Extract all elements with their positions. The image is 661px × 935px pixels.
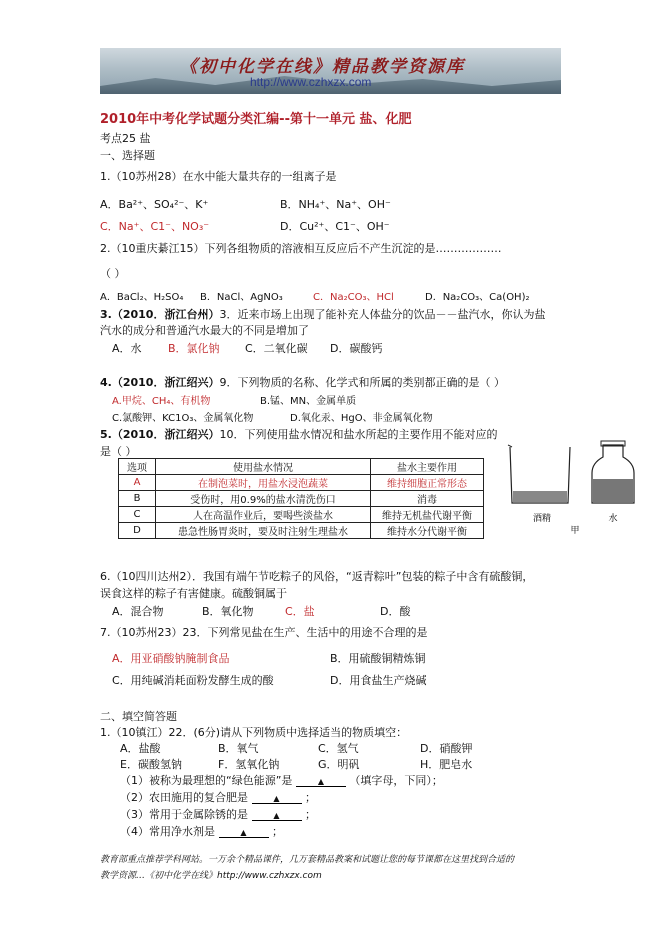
- q2-option-b: B．NaCl、AgNO₃: [200, 292, 283, 303]
- q3-option-d: D．碳酸钙: [330, 342, 383, 355]
- answer-blank[interactable]: ▲: [252, 811, 302, 821]
- f1-line1: （1）被称为最理想的“绿色能源”是: [120, 774, 293, 787]
- q2-option-d: D．Na₂CO₃、Ca(OH)₂: [425, 292, 530, 303]
- f1-opt: G．明矾: [318, 758, 360, 771]
- q6-stem: 6.（10四川达州2）．我国有端午节吃粽子的风俗，“返青粽叶”包装的粽子中含有硫酸铜，: [100, 570, 534, 583]
- q5-source: 5.（2010．浙江绍兴）: [100, 428, 220, 441]
- q7-option-a: A．用亚硝酸钠腌制食品: [112, 652, 230, 665]
- q7-option-d: D．用食盐生产烧碱: [330, 674, 427, 687]
- f1-line4: （4）常用净水剂是: [120, 825, 215, 838]
- table-cell: 在制泡菜时，用盐水浸泡蔬菜: [156, 475, 371, 491]
- f1-line3: （3）常用于金属除锈的是: [120, 808, 248, 821]
- bottle-icon: [592, 441, 634, 503]
- f1-opt: B．氧气: [218, 742, 259, 755]
- q2-paren: （ ）: [100, 267, 126, 280]
- semicolon: ；: [305, 791, 316, 804]
- q4-option-c: C.氯酸钾、KC1O₃、金属氧化物: [112, 413, 254, 424]
- q4-option-a: A.甲烷、CH₄、有机物: [112, 396, 211, 407]
- beaker-icon: [508, 445, 570, 503]
- q6-option-b: B．氧化物: [202, 605, 254, 618]
- beaker-bottle-figure: [500, 435, 650, 535]
- q2-option-c: C．Na₂CO₃、HCl: [313, 292, 394, 303]
- q7-option-b: B．用硫酸铜精炼铜: [330, 652, 426, 665]
- banner-title: 《初中化学在线》精品教学资源库: [180, 57, 465, 77]
- table-cell: 消毒: [371, 491, 484, 507]
- answer-blank[interactable]: ▲: [252, 794, 302, 804]
- table-cell: 维持细胞正常形态: [371, 475, 484, 491]
- q3-stem-cont: 汽水的成分和普通汽水最大的不同是增加了: [100, 324, 309, 337]
- q1-stem: 1.（10苏州28）在水中能大量共存的一组离子是: [100, 170, 337, 183]
- q4-option-d: D.氧化汞、HgO、非金属氧化物: [290, 413, 433, 424]
- f1-line2: （2）农田施用的复合肥是: [120, 791, 248, 804]
- figure-label-jia: 甲: [570, 526, 580, 535]
- footer-line2: 教学资源…《初中化学在线》http://www.czhxzx.com: [100, 871, 322, 881]
- q3-source: 3.（2010．浙江台州）: [100, 308, 220, 321]
- q6-option-a: A．混合物: [112, 605, 164, 618]
- figure-label-alcohol: 酒精: [532, 514, 552, 524]
- table-cell: C: [119, 507, 156, 523]
- semicolon: ；: [272, 825, 283, 838]
- f1-opt: A．盐酸: [120, 742, 161, 755]
- q1-option-a: A．Ba²⁺、SO₄²⁻、K⁺: [100, 198, 209, 211]
- q3-option-c: C．二氧化碳: [245, 342, 308, 355]
- table-cell: B: [119, 491, 156, 507]
- q6-option-d: D．酸: [380, 605, 411, 618]
- q1-option-c: C．Na⁺、C1⁻、NO₃⁻: [100, 220, 210, 233]
- answer-blank[interactable]: ▲: [296, 777, 346, 787]
- table-cell: D: [119, 523, 156, 539]
- q2-option-a: A．BaCl₂、H₂SO₄: [100, 292, 184, 303]
- q6-stem-cont: 误食这样的粽子有害健康。硫酸铜属于: [100, 587, 287, 600]
- q5-table: [118, 458, 484, 539]
- q6-option-c: C．盐: [285, 605, 315, 618]
- table-cell: 人在高温作业后，要喝些淡盐水: [156, 507, 371, 523]
- q1-option-d: D．Cu²⁺、C1⁻、OH⁻: [280, 220, 390, 233]
- semicolon: ；: [305, 808, 316, 821]
- q3-stem: 3．近来市场上出现了能补充人体盐分的饮品－－盐汽水，你认为盐: [219, 308, 546, 321]
- f1-stem: 1.（10镇江）22．(6分)请从下列物质中选择适当的物质填空：: [100, 726, 408, 739]
- f1-opt: F．氢氧化钠: [218, 758, 280, 771]
- q4-stem: 9．下列物质的名称、化学式和所属的类别都正确的是（ ）: [219, 376, 505, 389]
- table-cell: 受伤时，用0.9%的盐水清洗伤口: [156, 491, 371, 507]
- answer-blank[interactable]: ▲: [219, 828, 269, 838]
- q5-stem-cont: 是（ ）: [100, 445, 137, 458]
- f1-line1-tail: （填字母，下同）；: [349, 774, 443, 787]
- q3-option-b: B．氯化钠: [168, 342, 220, 355]
- f1-opt: E．碳酸氢钠: [120, 758, 182, 771]
- page-title: 2010年中考化学试题分类汇编--第十一单元 盐、化肥: [100, 112, 412, 127]
- q5-stem: 10．下列使用盐水情况和盐水所起的主要作用不能对应的: [219, 428, 498, 441]
- section-heading: 考点25 盐: [100, 132, 151, 145]
- q3-option-a: A．水: [112, 342, 142, 355]
- table-cell: A: [119, 475, 156, 491]
- part2-heading: 二、填空简答题: [100, 710, 177, 723]
- table-header: 盐水主要作用: [371, 459, 484, 475]
- footer-line1: 教育部重点推荐学科网站。一万余个精品课件，几万套精品教案和试题让您的每节课都在这里找到合适的: [100, 855, 515, 865]
- table-header: 使用盐水情况: [156, 459, 371, 475]
- f1-opt: C．氢气: [318, 742, 359, 755]
- f1-opt: D．硝酸钾: [420, 742, 473, 755]
- q4-source: 4.（2010．浙江绍兴）: [100, 376, 220, 389]
- table-header: 选项: [119, 459, 156, 475]
- q1-option-b: B．NH₄⁺、Na⁺、OH⁻: [280, 198, 391, 211]
- table-cell: 维持水分代谢平衡: [371, 523, 484, 539]
- part-heading: 一、选择题: [100, 149, 155, 162]
- figure-label-water: 水: [608, 514, 618, 524]
- q2-stem: 2.（10重庆綦江15）下列各组物质的溶液相互反应后不产生沉淀的是………………: [100, 242, 502, 255]
- table-cell: 患急性肠胃炎时，要及时注射生理盐水: [156, 523, 371, 539]
- q7-stem: 7.（10苏州23）23．下列常见盐在生产、生活中的用途不合理的是: [100, 626, 428, 639]
- table-cell: 维持无机盐代谢平衡: [371, 507, 484, 523]
- banner-url[interactable]: http://www.czhxzx.com: [250, 75, 372, 89]
- f1-opt: H．肥皂水: [420, 758, 473, 771]
- q4-option-b: B.锰、MN、金属单质: [260, 396, 357, 407]
- q7-option-c: C．用纯碱消耗面粉发酵生成的酸: [112, 674, 274, 687]
- banner: [100, 48, 561, 94]
